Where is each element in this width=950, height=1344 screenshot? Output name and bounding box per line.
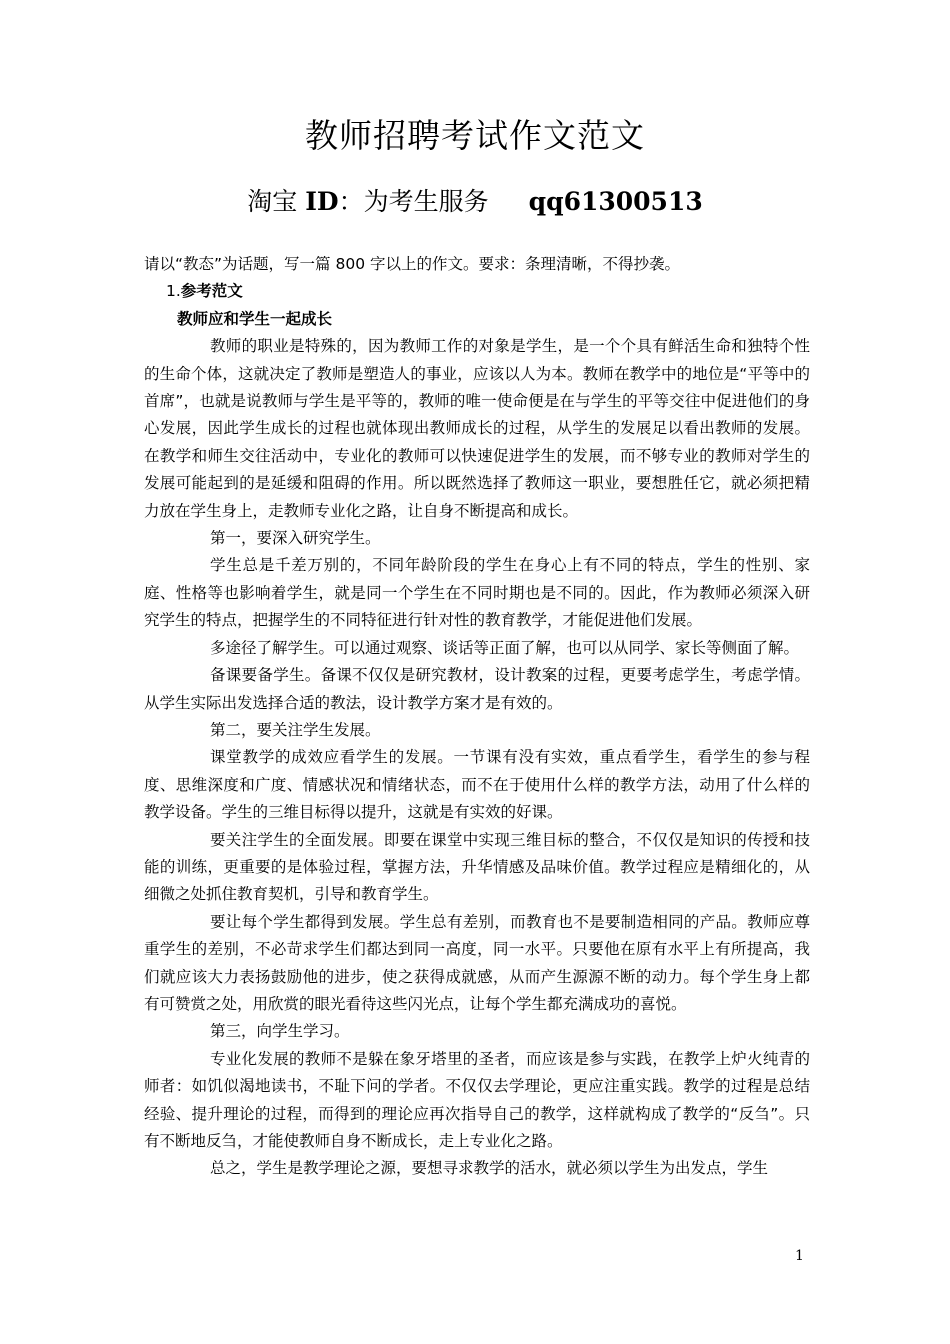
- essay-prompt: 请以“教态”为话题，写一篇 800 字以上的作文。要求：条理清晰，不得抄袭。: [144, 255, 681, 273]
- paragraph: 多途径了解学生。可以通过观察、谈话等正面了解，也可以从同学、家长等侧面了解。: [210, 638, 800, 657]
- subtitle-qq: qq61300513: [528, 187, 703, 216]
- section-number: 1.: [166, 282, 181, 301]
- document-body: [144, 251, 810, 1183]
- essay-title: 教师应和学生一起成长: [177, 309, 333, 328]
- paragraph: 要让每个学生都得到发展。学生总有差别，而教育也不是要制造相同的产品。教师应尊重学生的差别，不必苛求学生们都达到同一高度，同一水平。只要他在原有水平上有所提高，我们就应该大力表扬鼓励他的进步，使之获得成就感，从而产生源源不断的动力。每个学生身上都有可赞赏之处，用欣赏的眼光看待这些闪光点，让每个学生都充满成功的喜悦。: [144, 912, 810, 1013]
- document-title: 教师招聘考试作文范文: [305, 116, 645, 155]
- subtitle-service: ：为考生服务: [338, 187, 489, 216]
- section-heading: [144, 278, 810, 305]
- paragraph: 学生总是千差万别的，不同年龄阶段的学生在身心上有不同的特点，学生的性别、家庭、性格等也影响着学生，就是同一个学生在不同时期也是不同的。因此，作为教师必须深入研究学生的特点，把握学生的不同特征进行针对性的教育教学，才能促进他们发展。: [144, 556, 810, 630]
- paragraph: 第三，向学生学习。: [210, 1022, 350, 1041]
- paragraph: 备课要备学生。备课不仅仅是研究教材，设计教案的过程，更要考虑学生，考虑学情。从学生实际出发选择合适的教法，设计教学方案才是有效的。: [144, 666, 810, 712]
- page-number: 1: [795, 1248, 804, 1264]
- paragraph: 总之，学生是教学理论之源，要想寻求教学的活水，就必须以学生为出发点，学生: [210, 1159, 769, 1178]
- paragraph: 课堂教学的成效应看学生的发展。一节课有没有实效，重点看学生，看学生的参与程度、思维深度和广度、情感状况和情绪状态，而不在于使用什么样的教学方法，动用了什么样的教学设备。学生的三维目标得以提升，这就是有实效的好课。: [144, 748, 810, 822]
- paragraph: 专业化发展的教师不是躲在象牙塔里的圣者，而应该是参与实践，在教学上炉火纯青的师者：如饥似渴地读书，不耻下问的学者。不仅仅去学理论，更应注重实践。教学的过程是总结经验、提升理论的过程，而得到的理论应再次指导自己的教学，这样就构成了教学的“反刍”。只有不断地反刍，才能使教师自身不断成长，走上专业化之路。: [144, 1049, 810, 1150]
- section-title: 参考范文: [180, 282, 243, 301]
- subtitle-prefix: 淘宝: [247, 187, 306, 216]
- document-subtitle: [0, 182, 950, 222]
- paragraph: 第二，要关注学生发展。: [210, 720, 381, 739]
- paragraph: 教师的职业是特殊的，因为教师工作的对象是学生，是一个个具有鲜活生命和独特个性的生命个体，这就决定了教师是塑造人的事业，应该以人为本。教师在教学中的地位是“平等中的首席”，也就是说教师与学生是平等的，教师的唯一使命便是在与学生的平等交往中促进他们的身心发展，因此学生成长的过程也就体现出教师成长的过程，从学生的发展足以看出教师的发展。在教学和师生交往活动中，专业化的教师可以快速促进学生的发展，而不够专业的教师对学生的发展可能起到的是延缓和阻碍的作用。所以既然选择了教师这一职业，要想胜任它，就必须把精力放在学生身上，走教师专业化之路，让自身不断提高和成长。: [144, 337, 810, 520]
- subtitle-id: ID: [305, 187, 339, 216]
- paragraph: 第一，要深入研究学生。: [210, 529, 381, 548]
- paragraph: 要关注学生的全面发展。即要在课堂中实现三维目标的整合，不仅仅是知识的传授和技能的训练，更重要的是体验过程，掌握方法，升华情感及品味价值。教学过程应是精细化的，从细微之处抓住教育契机，引导和教育学生。: [144, 830, 810, 904]
